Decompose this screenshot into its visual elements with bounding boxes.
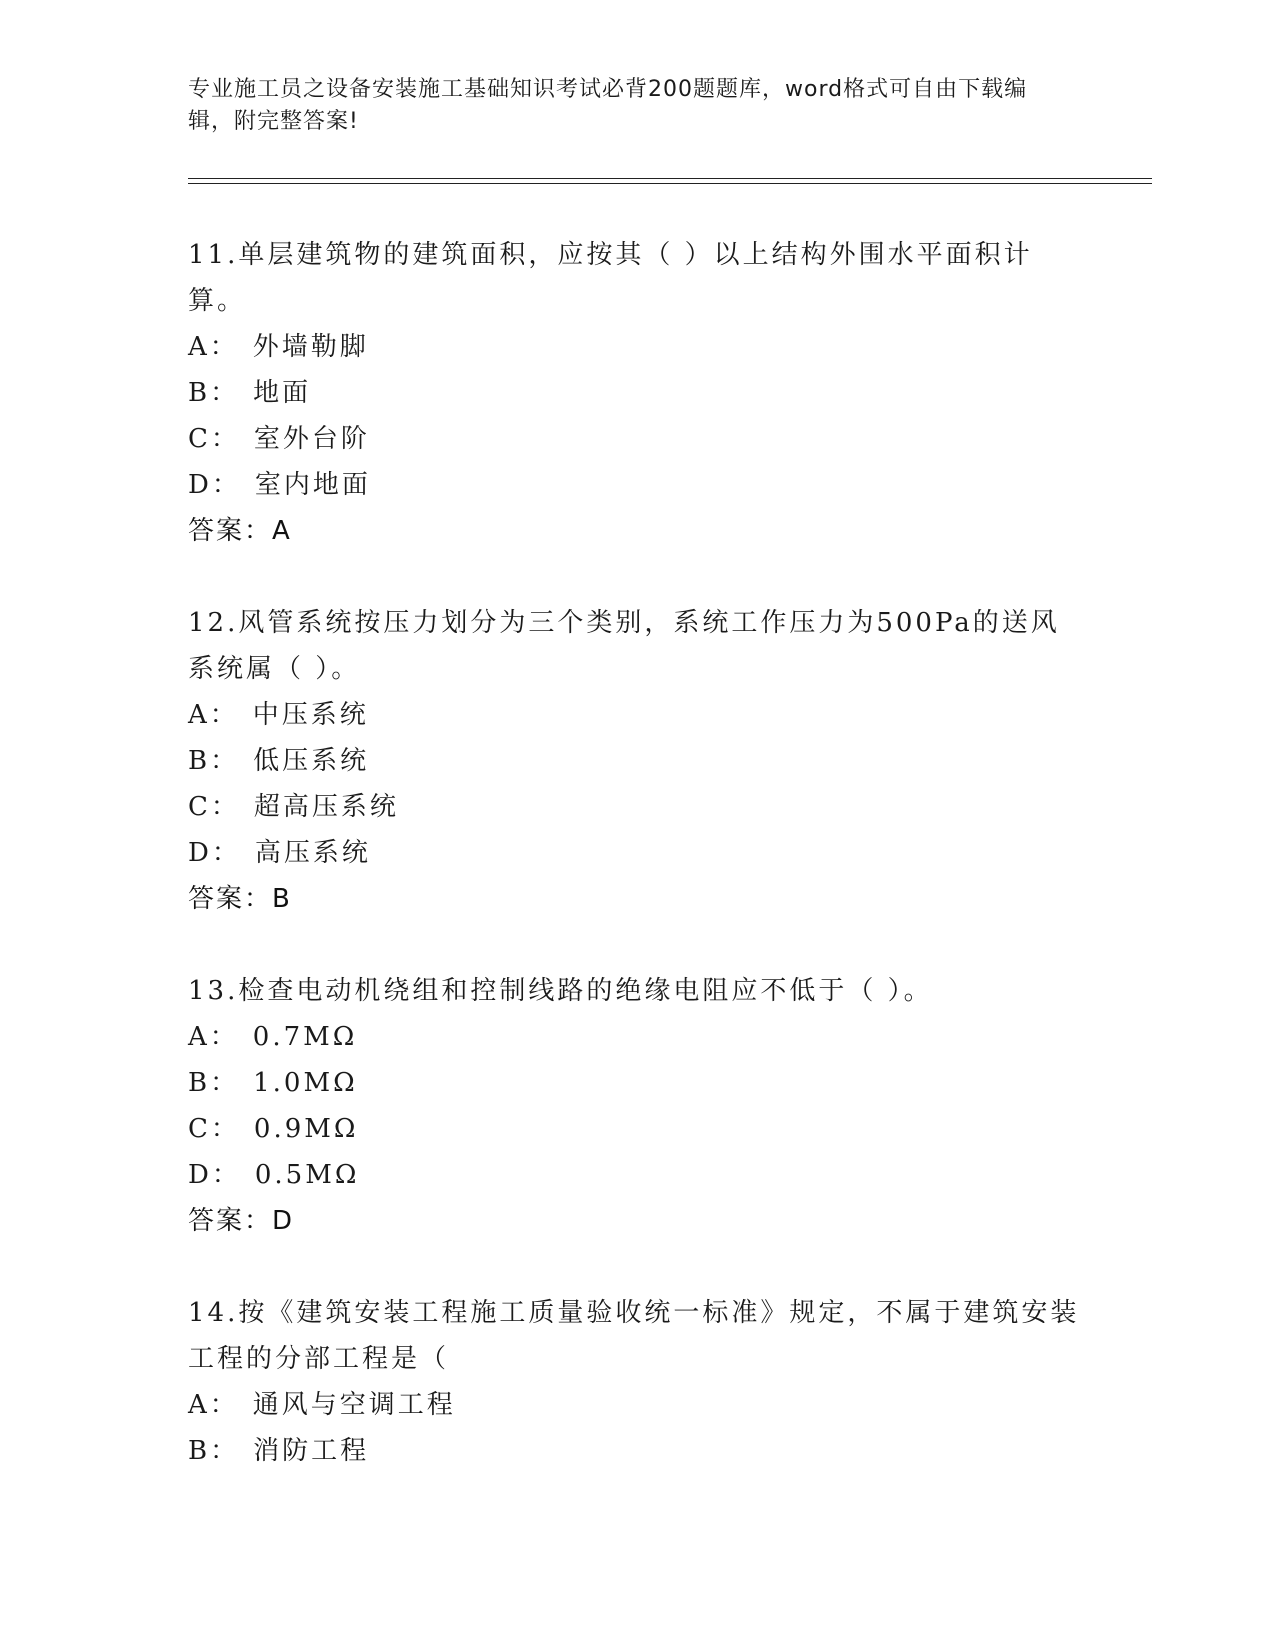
option-text: 0.5MΩ [254,1160,360,1190]
question-list [188,232,1088,1474]
option-key: A： [188,332,239,362]
option-key: C： [188,1114,240,1144]
option-text: 室外台阶 [253,424,370,454]
option-d [188,1152,1088,1198]
option-b [188,738,1088,784]
answer-label: 答案： [188,884,273,914]
option-c [188,1106,1088,1152]
header-rule-top [188,178,1152,179]
option-text: 1.0MΩ [253,1068,358,1098]
option-key: A： [188,700,239,730]
option-key: D： [188,838,241,868]
option-text: 通风与空调工程 [252,1390,456,1420]
question-stem: 14.按《建筑安装工程施工质量验收统一标准》规定，不属于建筑安装工程的分部工程是（ [188,1298,1080,1374]
option-key: A： [188,1390,239,1420]
document-header: 专业施工员之设备安装施工基础知识考试必背200题题库，word格式可自由下载编辑，附完整答案! [188,77,1028,134]
option-key: D： [188,470,241,500]
option-key: C： [188,792,240,822]
answer-label: 答案： [188,516,273,546]
question-stem: 11.单层建筑物的建筑面积，应按其（ ）以上结构外围水平面积计算。 [188,240,1033,316]
option-text: 室内地面 [254,470,371,500]
option-d [188,830,1088,876]
header-rule-bottom [188,183,1152,184]
option-key: A： [188,1022,239,1052]
question-stem: 13.检查电动机绕组和控制线路的绝缘电阻应不低于（ ）。 [188,976,933,1006]
option-key: B： [188,746,240,776]
option-text: 超高压系统 [253,792,399,822]
option-text: 消防工程 [253,1436,370,1466]
option-text: 0.7MΩ [252,1022,358,1052]
option-text: 0.9MΩ [253,1114,359,1144]
option-b [188,1060,1088,1106]
answer-value: B [272,884,292,914]
answer-line [188,508,1088,554]
option-d [188,462,1088,508]
option-key: D： [188,1160,241,1190]
question-14 [188,1290,1088,1474]
answer-label: 答案： [188,1206,273,1236]
option-c [188,416,1088,462]
answer-value: D [272,1206,295,1236]
question-13 [188,968,1088,1244]
option-key: B： [188,378,240,408]
option-b [188,370,1088,416]
question-11 [188,232,1088,554]
answer-line [188,1198,1088,1244]
option-a [188,324,1088,370]
answer-value: A [272,516,292,546]
option-c [188,784,1088,830]
option-a [188,692,1088,738]
option-text: 中压系统 [252,700,369,730]
option-a [188,1382,1088,1428]
answer-line [188,876,1088,922]
option-b [188,1428,1088,1474]
option-text: 地面 [253,378,312,408]
question-stem: 12.风管系统按压力划分为三个类别，系统工作压力为500Pa的送风系统属（ ）。 [188,608,1060,684]
option-text: 低压系统 [253,746,370,776]
question-12 [188,600,1088,922]
option-key: B： [188,1068,240,1098]
option-key: B： [188,1436,240,1466]
option-text: 高压系统 [254,838,371,868]
option-key: C： [188,424,240,454]
option-a [188,1014,1088,1060]
option-text: 外墙勒脚 [252,332,369,362]
